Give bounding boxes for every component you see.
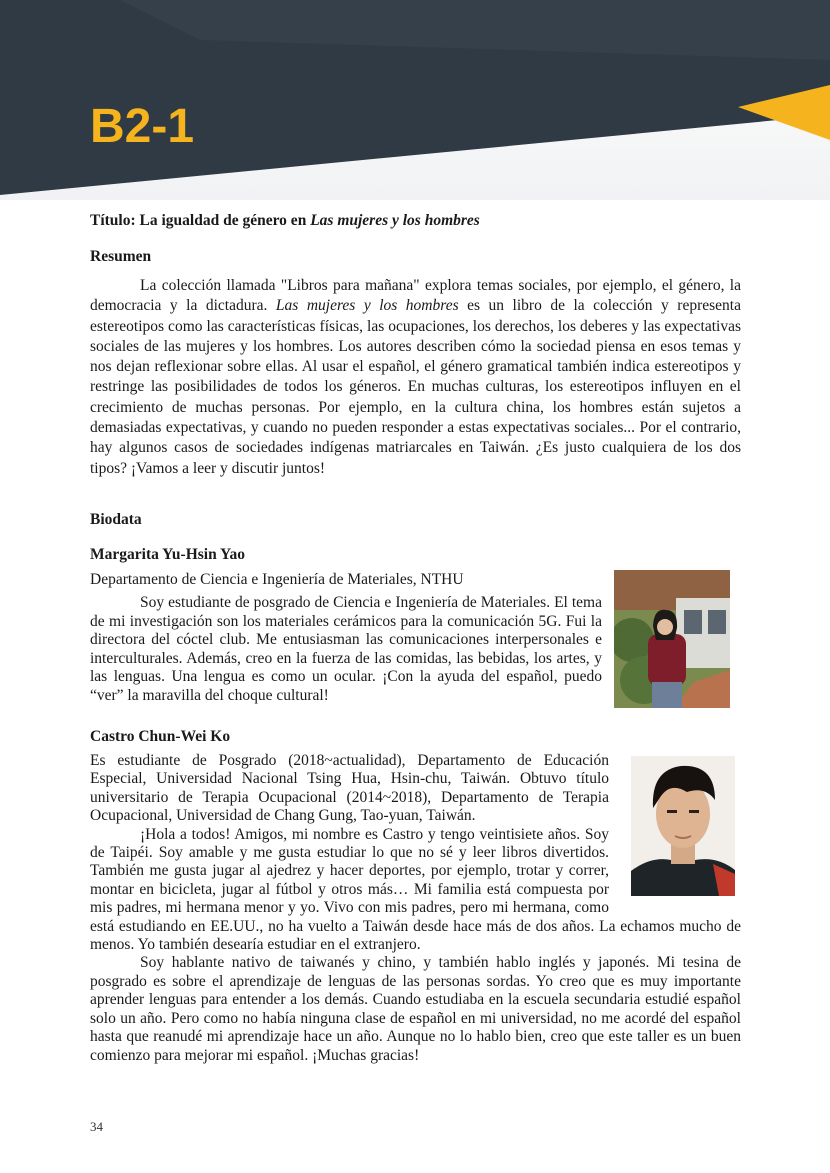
section-code: B2-1	[90, 100, 195, 153]
person2-bio-paragraph-2: ¡Hola a todos! Amigos, mi nombre es Castro y tengo veintisiete años. Soy de Taipéi. Soy amable y me gusta estudiar lo que no sé y leer libros divertidos. También me gusta jugar al ajedrez y hacer deportes, por ejemplo, trotar y correr, montar en bicicleta, jugar al fútbol y otros más… Mi familia está compuesta por mis padres, mi hermana menor y yo. Vivo con mis padres, pero mi hermana, como está estudiando en EE.UU., no ha vuelto a Taiwán desde hace más de dos años. La echamos mucho de menos. Yo también desearía estudiar en el extranjero.	[90, 825, 741, 954]
person1-bio: Soy estudiante de posgrado de Ciencia e Ingeniería de Materiales. El tema de mi investigación son los materiales cerámicos para la comunicación 5G. Fui la directora del cóctel club. Me entusiasman las comunicaciones interpersonales e interculturales. Además, creo en la fuerza de las comidas, las bebidas, los artes, y las lenguas. Una lengua es como un ocular. ¡Con la ayuda del español, puedo “ver” la maravilla del choque cultural!	[90, 594, 602, 704]
title-prefix: Título: La igualdad de género en	[90, 212, 311, 229]
page-number: 34	[90, 1119, 103, 1134]
person2-bio-paragraph-3: Soy hablante nativo de taiwanés y chino, y también hablo inglés y japonés. Mi tesina de posgrado es sobre el aprendizaje de lenguas de las personas sordas. Yo creo que es muy importante aprender lenguas para entender a los demás. Cuando estudiaba en la escuela secundaria estudié español solo un año. Pero como no había ninguna clase de español en mi universidad, no me acordé del español hasta que reanudé mi aprendizaje hace un año. Aunque no lo hablo bien, creo que este taller es un buen comienzo para mejorar mi español. ¡Muchas gracias!	[90, 954, 741, 1064]
summary-heading: Resumen	[90, 248, 152, 265]
page-header-banner	[0, 0, 830, 200]
person1-photo-graphic	[614, 570, 730, 708]
person2-photo	[631, 756, 735, 896]
summary-text-b: es un libro de la colección y representa estereotipos como las características físicas, las ocupaciones, los derechos, los deberes y las expectativas sociales de las mujeres y los hombres. Los autores describen cómo la sociedad piensa en esos temas y nos dejan reflexionar sobre ellas. Al usar el español, el género gramatical también indica estereotipos y restringe las posibilidades de todos los géneros. En muchas culturas, los estereotipos influyen en el crecimiento de muchas personas. Por ejemplo, en la cultura china, los hombres están sujetos a demasiadas expectativas, y cuando no pueden responder a estas expectativas sociales... Por el contrario, hay algunos casos de sociedades indígenas matriarcales en Taiwán. ¿Es justo cualquiera de los dos tipos? ¡Vamos a leer y discutir juntos!	[90, 297, 741, 477]
person2-bio-paragraph-1: Es estudiante de Posgrado (2018~actualidad), Departamento de Educación Especial, Universidad Nacional Tsing Hua, Hsin-chu, Taiwán. Obtuvo título universitario de Terapia Ocupacional (2014~2018), Departamento de Terapia Ocupacional, Universidad de Chang Gung, Tao-yuan, Taiwán.	[90, 752, 609, 825]
person1-department: Departamento de Ciencia e Ingeniería de Materiales, NTHU	[90, 571, 464, 588]
summary-text-a: La colección llamada "Libros para mañana" explora temas sociales, por ejemplo, el género, la democracia y la dictadura.	[90, 277, 741, 315]
person2-name: Castro Chun-Wei Ko	[90, 728, 231, 745]
summary-book-title: Las mujeres y los hombres	[275, 297, 459, 315]
biodata-heading: Biodata	[90, 511, 142, 528]
document-title	[90, 212, 741, 230]
person1-name: Margarita Yu-Hsin Yao	[90, 546, 245, 563]
title-book: Las mujeres y los hombres	[310, 212, 480, 229]
person2-photo-graphic	[631, 756, 735, 896]
person1-photo	[614, 570, 730, 708]
summary-paragraph	[90, 276, 741, 479]
